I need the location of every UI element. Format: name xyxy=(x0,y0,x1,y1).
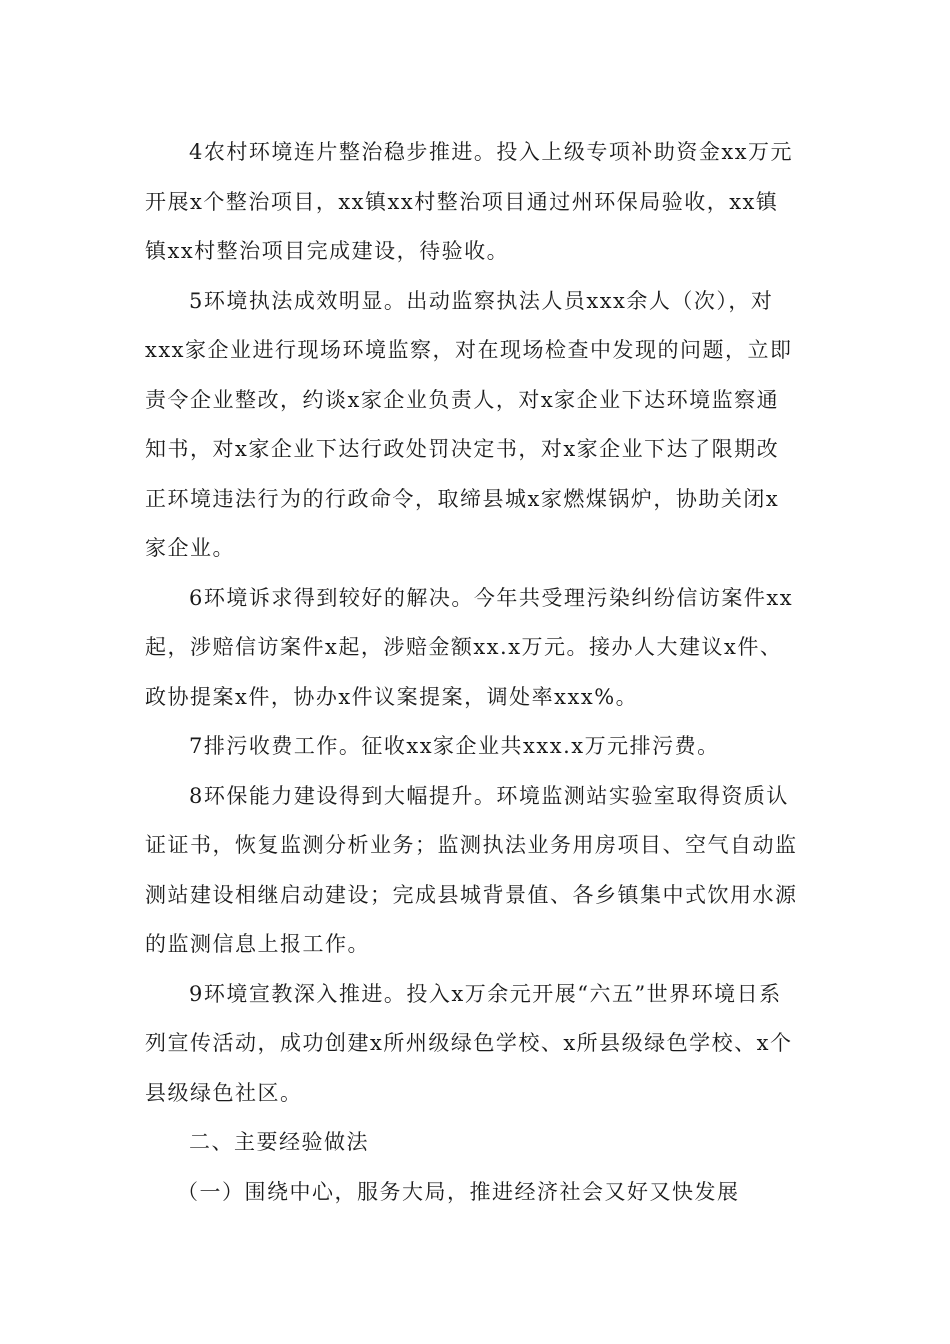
paragraph-line: 正环境违法行为的行政命令，取缔县城x家燃煤锅炉，协助关闭x xyxy=(145,486,780,511)
paragraph-line: 8环保能力建设得到大幅提升。环境监测站实验室取得资质认 xyxy=(189,783,789,808)
paragraph-line: 家企业。 xyxy=(145,536,235,560)
section-heading: 二、主要经验做法 xyxy=(189,1130,369,1154)
paragraph-line: 责令企业整改，约谈x家企业负责人，对x家企业下达环境监察通 xyxy=(145,387,780,412)
paragraph-line: 开展x个整治项目，xx镇xx村整治项目通过州环保局验收，xx镇 xyxy=(145,189,779,214)
paragraph-line: 9环境宣教深入推进。投入x万余元开展“六五”世界环境日系 xyxy=(189,981,782,1006)
paragraph-line: 证证书，恢复监测分析业务；监测执法业务用房项目、空气自动监 xyxy=(145,833,798,857)
paragraph-line: 县级绿色社区。 xyxy=(145,1080,303,1105)
paragraph-line: 政协提案x件，协办x件议案提案，调处率xxx%。 xyxy=(145,684,639,709)
paragraph-line: 6环境诉求得到较好的解决。今年共受理污染纠纷信访案件xx xyxy=(189,585,794,610)
paragraph-5 xyxy=(145,277,805,574)
paragraph-line: 镇xx村整治项目完成建设，待验收。 xyxy=(145,239,510,263)
paragraph-line: 7排污收费工作。征收xx家企业共xxx.x万元排污费。 xyxy=(189,734,720,758)
paragraph-line: 4农村环境连片整治稳步推进。投入上级专项补助资金xx万元 xyxy=(189,140,794,164)
subsection-heading: （一）围绕中心，服务大局，推进经济社会又好又快发展 xyxy=(177,1179,740,1204)
paragraph-line: 5环境执法成效明显。出动监察执法人员xxx余人（次），对 xyxy=(189,288,774,313)
paragraph-line: 知书，对x家企业下达行政处罚决定书，对x家企业下达了限期改 xyxy=(145,437,780,461)
paragraph-8 xyxy=(145,772,805,970)
paragraph-4 xyxy=(145,128,805,277)
paragraph-6 xyxy=(145,574,805,723)
paragraph-line: 起，涉赔信访案件x起，涉赔金额xx.x万元。接办人大建议x件、 xyxy=(145,635,783,659)
paragraph-line: 测站建设相继启动建设；完成县城背景值、各乡镇集中式饮用水源 xyxy=(145,882,798,907)
paragraph-line: 的监测信息上报工作。 xyxy=(145,932,370,956)
paragraph-line: 列宣传活动，成功创建x所州级绿色学校、x所县级绿色学校、x个 xyxy=(145,1031,793,1055)
paragraph-9 xyxy=(145,970,805,1119)
document-body xyxy=(145,128,805,1217)
paragraph-line: xxx家企业进行现场环境监察，对在现场检查中发现的问题，立即 xyxy=(145,338,793,362)
paragraph-7 xyxy=(145,722,805,772)
